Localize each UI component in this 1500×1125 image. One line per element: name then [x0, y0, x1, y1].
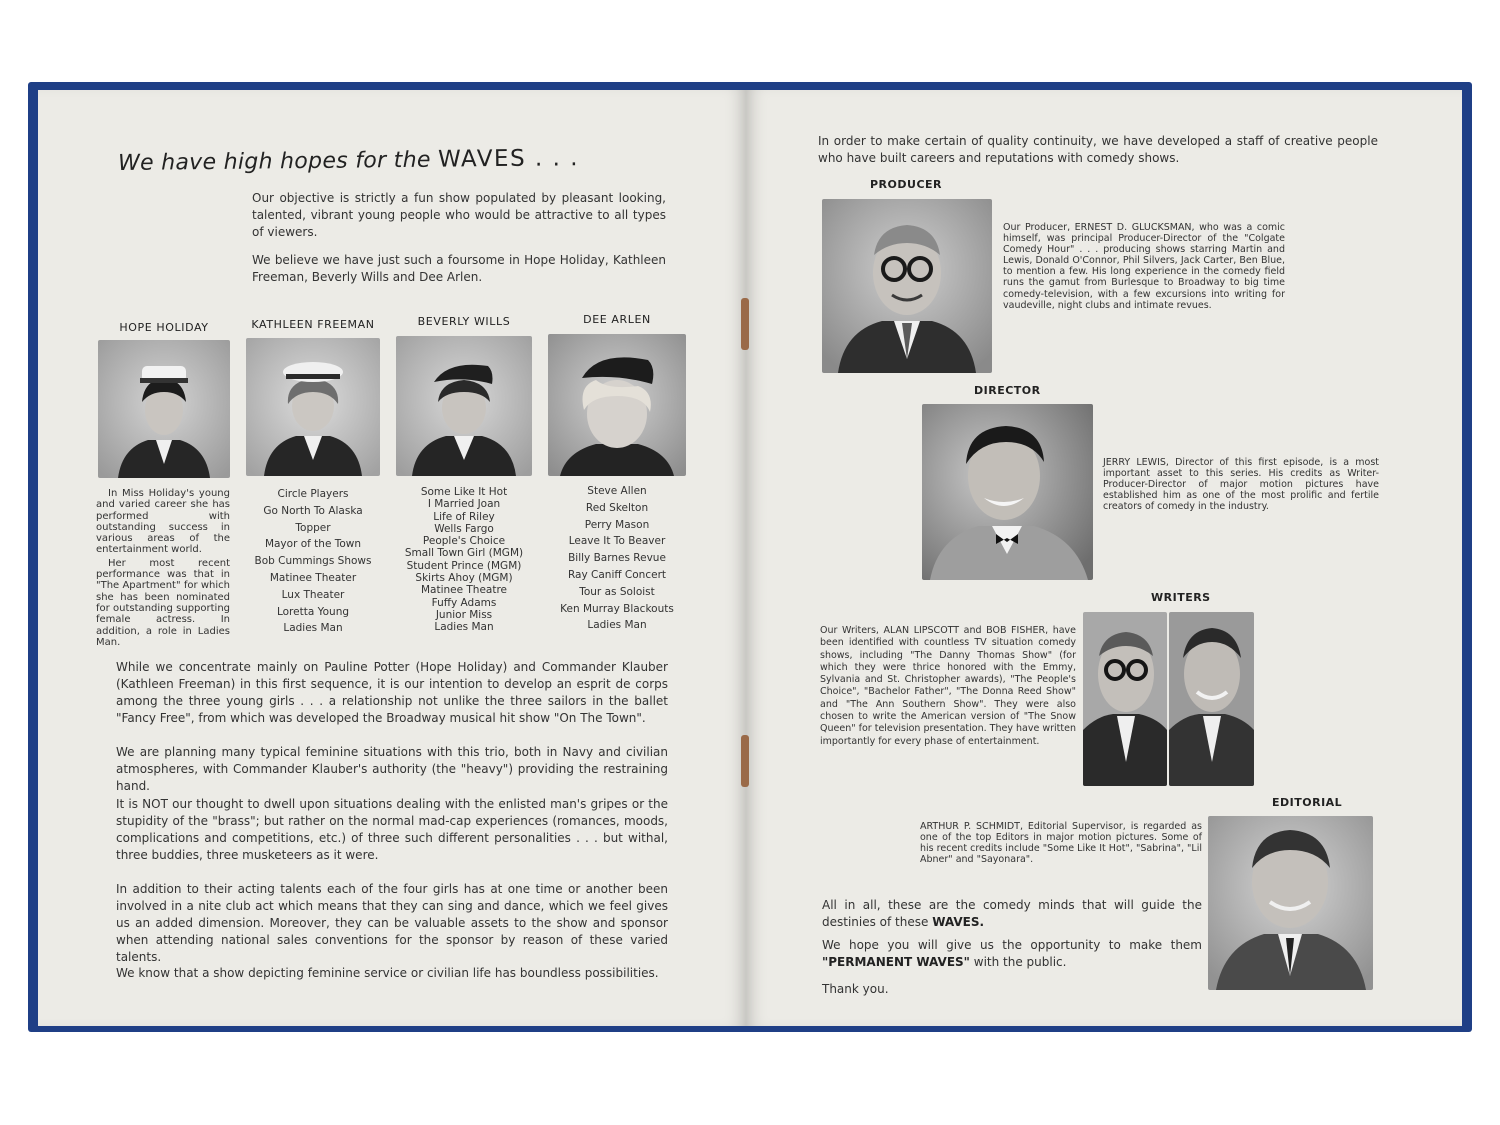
producer-bio: Our Producer, ERNEST D. GLUCKSMAN, who was a comic himself, was principal Producer-Director of the "Colgate Comedy Hour" . . . producing shows starring Martin and Lewis, Donald O'Connor, Phil Silvers, Jack Carter, Ben Blue, to mention a few. His long experience in the comedy field runs the gamut from Burlesque to Broadway to big time comedy-television, with a few excursions into writing for vaudeville, night clubs and intimate revues.: [1003, 222, 1285, 311]
cast-name-beverly-wills: BEVERLY WILLS: [417, 315, 511, 328]
photo-hope-holiday: [98, 340, 230, 478]
photo-kathleen-freeman: [246, 338, 380, 476]
closing-paragraph-1: All in all, these are the comedy minds that will guide the destinies of these WAVES.: [822, 898, 1202, 929]
intro-paragraph-1: Our objective is strictly a fun show populated by pleasant looking, talented, vibrant young people who would be attractive to all types of viewers.: [252, 191, 666, 239]
credits-kathleen-freeman: Circle Players Go North To Alaska Topper Mayor of the Town Bob Cummings Shows Matinee Theater Lux Theater Loretta Young Ladies Man: [254, 488, 372, 635]
cast-name-dee-arlen: DEE ARLEN: [583, 313, 651, 326]
thank-you: Thank you.: [822, 982, 889, 996]
producer-label: PRODUCER: [870, 178, 943, 191]
photo-editor: [1208, 816, 1373, 990]
writers-bio: Our Writers, ALAN LIPSCOTT and BOB FISHER, have been identified with countless TV situation comedy shows, including "The Danny Thomas Show" (for which they were thrice honored with the Emmy, Sylvania and St. Christopher awards), "The People's Choice", "Bachelor Father", "The Donna Reed Show" and "The Ann Southern Show". They were also chosen to write the American version of "The Snow Queen" for television presentation. They have written importantly for every phase of entertainment.: [820, 625, 1076, 747]
editorial-label: EDITORIAL: [1272, 796, 1343, 809]
editorial-bio: ARTHUR P. SCHMIDT, Editorial Supervisor, is regarded as one of the top Editors in major motion pictures. Some of his recent credits include "Some Like It Hot", "Sabrina", "Lil Abner" and "Sayonara".: [920, 821, 1202, 866]
body-paragraph-5: We know that a show depicting feminine service or civilian life has boundless possibilities.: [116, 966, 659, 980]
bio-hope-holiday: In Miss Holiday's young and varied career she has performed with outstanding success in various areas of the entertainment world. Her most recent performance was that in "The Apartment" for which she has been nominated for outstanding supporting female actress. In addition, a role in Ladies Man.: [96, 488, 230, 648]
cast-name-kathleen-freeman: KATHLEEN FREEMAN: [251, 318, 375, 331]
staple-bottom: [741, 735, 749, 787]
body-paragraph-1: While we concentrate mainly on Pauline Potter (Hope Holiday) and Commander Klauber (Kathleen Freeman) in this first sequence, it is our intention to develop an esprit de corps among the three young girls . . . a relationship not unlike the three sailors in the ballet "Fancy Free", from which was developed the Broadway musical hit show "On The Town".: [116, 660, 668, 725]
photo-dee-arlen: [548, 334, 686, 476]
director-label: DIRECTOR: [974, 384, 1041, 397]
photo-director: [922, 404, 1093, 580]
photo-writer-lipscott: [1083, 612, 1167, 786]
cast-name-hope-holiday: HOPE HOLIDAY: [119, 321, 209, 334]
page-title: We have high hopes for the WAVES . . .: [117, 145, 580, 176]
closing-paragraph-2: We hope you will give us the opportunity to make them "PERMANENT WAVES" with the public.: [822, 938, 1202, 969]
body-paragraph-3: It is NOT our thought to dwell upon situations dealing with the enlisted man's gripes or the stupidity of the "brass"; but rather on the normal mad-cap experiences (romances, moods, complications and competitions, etc.) of three such different personalities . . . but withal, three buddies, three musketeers as it were.: [116, 797, 668, 862]
photo-producer: [822, 199, 992, 373]
writers-label: WRITERS: [1151, 591, 1211, 604]
photo-writer-fisher: [1169, 612, 1254, 786]
credits-beverly-wills: Some Like It Hot I Married Joan Life of Riley Wells Fargo People's Choice Small Town Girl (MGM) Student Prince (MGM) Skirts Ahoy (MGM) Matinee Theatre Fuffy Adams Junior Miss Ladies Man: [404, 486, 524, 634]
credits-dee-arlen: Steve Allen Red Skelton Perry Mason Leave It To Beaver Billy Barnes Revue Ray Caniff Concert Tour as Soloist Ken Murray Blackouts Ladies Man: [560, 485, 674, 632]
director-bio: JERRY LEWIS, Director of this first episode, is a most important asset to this series. His credits as Writer-Producer-Director of major motion pictures have established him as one of the most prolific and fertile creators of comedy in the industry.: [1103, 457, 1379, 513]
body-paragraph-2: We are planning many typical feminine situations with this trio, both in Navy and civilian atmospheres, with Commander Klauber's authority (the "heavy") providing the restraining hand.: [116, 745, 668, 793]
staple-top: [741, 298, 749, 350]
body-paragraph-4: In addition to their acting talents each of the four girls has at one time or another been involved in a nite club act which means that they can sing and dance, which we feel gives us an added dimension. Moreover, they can be valuable assets to the show and sponsor when attending national sales conventions for the sponsor by reason of these varied talents.: [116, 882, 668, 964]
staff-intro: In order to make certain of quality continuity, we have developed a staff of creative people who have built careers and reputations with comedy shows.: [818, 134, 1378, 165]
photo-beverly-wills: [396, 336, 532, 476]
intro-paragraph-2: We believe we have just such a foursome in Hope Holiday, Kathleen Freeman, Beverly Wills and Dee Arlen.: [252, 253, 666, 284]
